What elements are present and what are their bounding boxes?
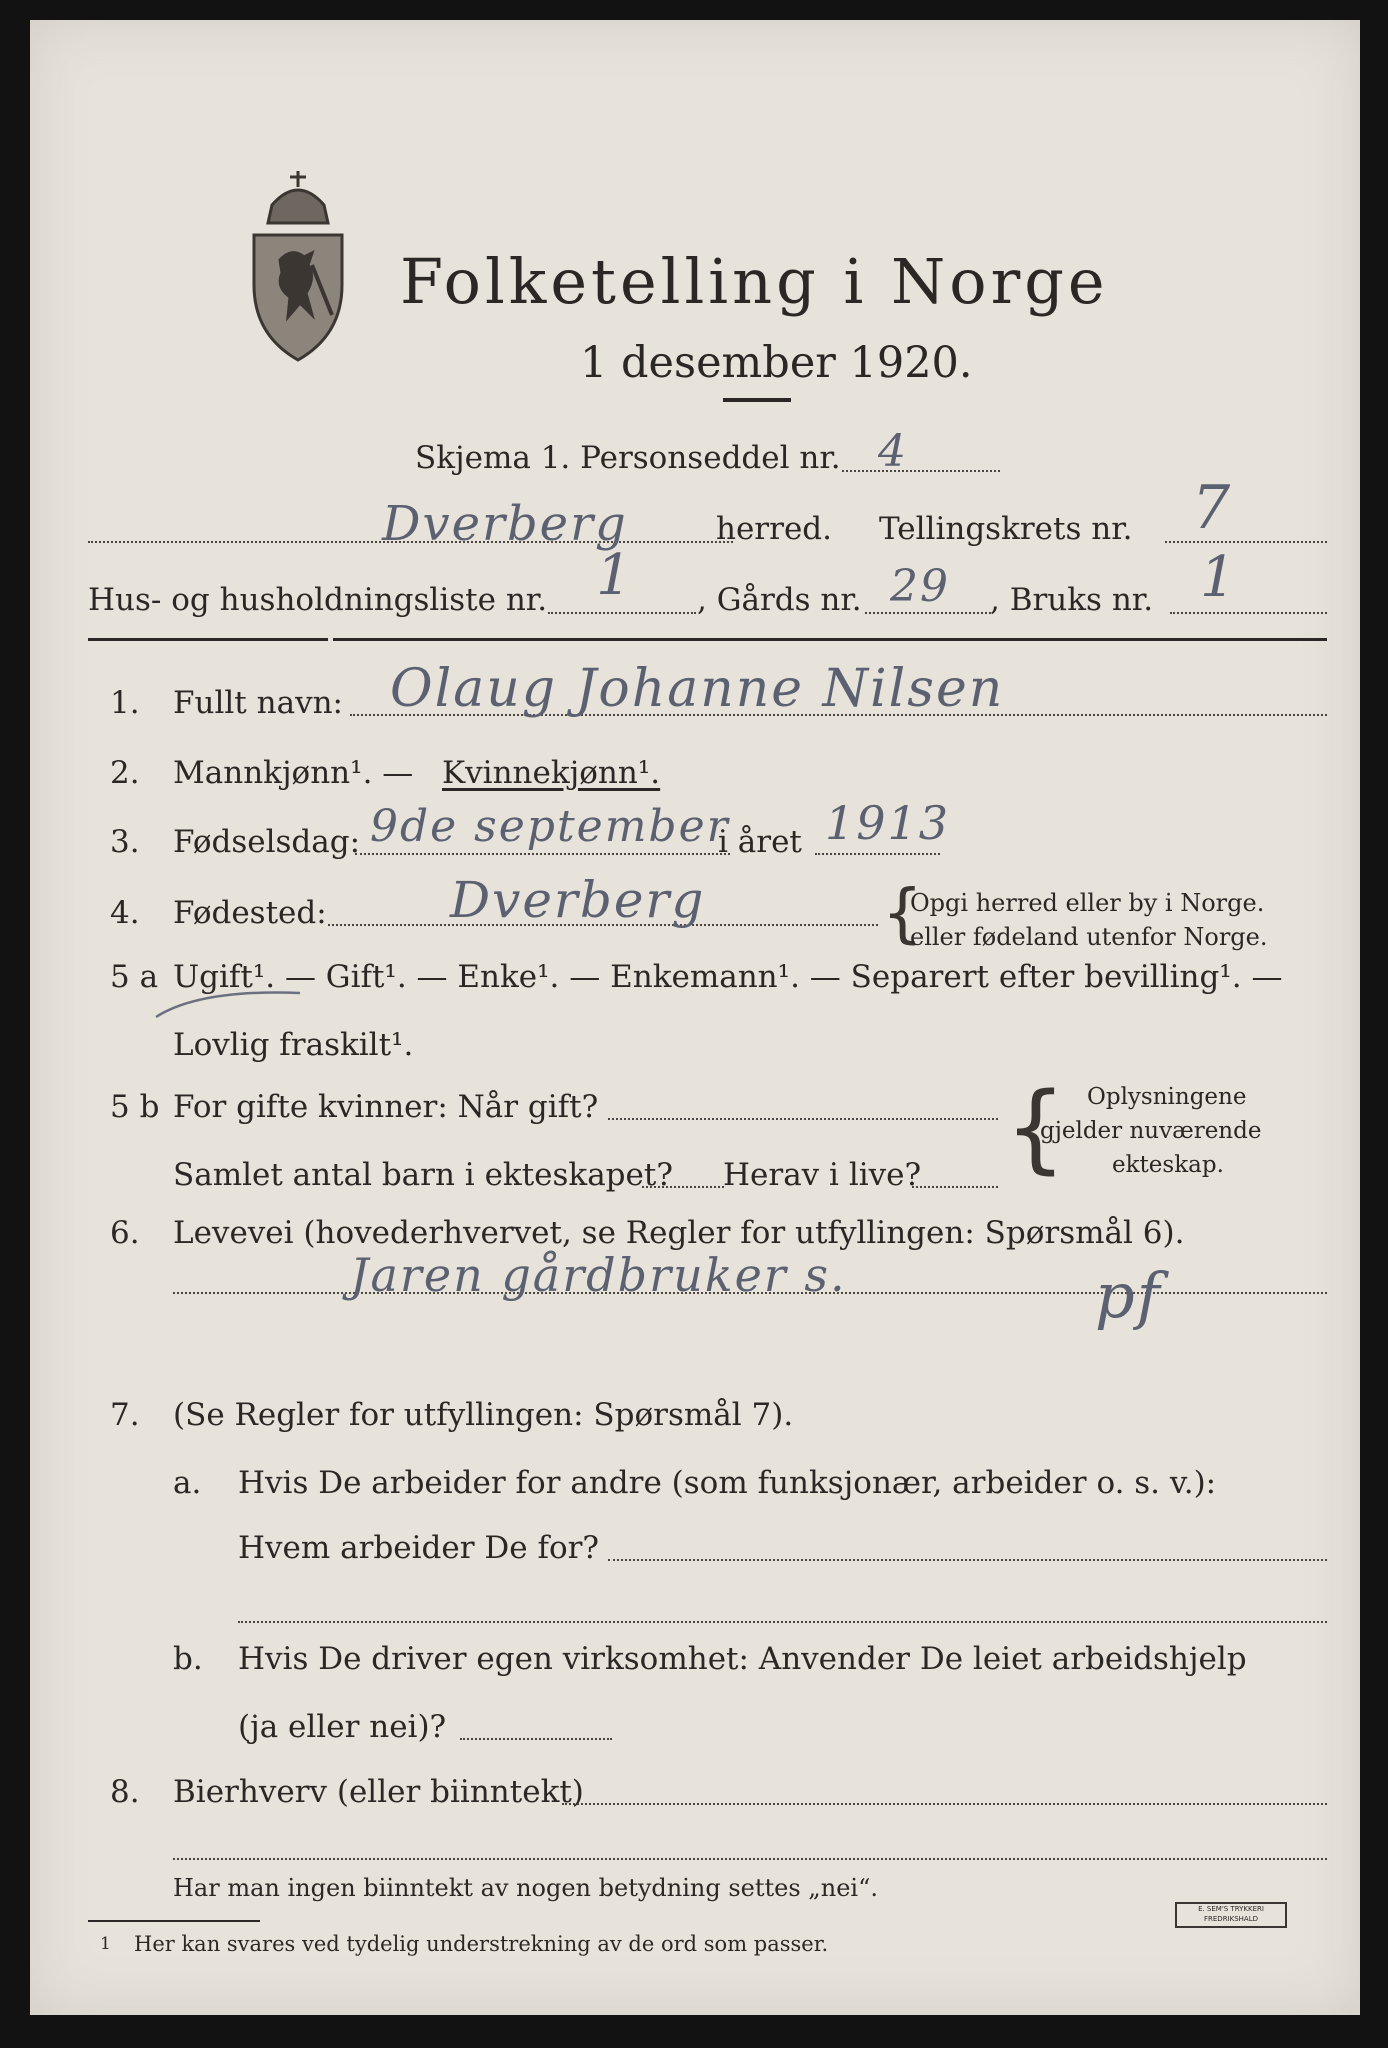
q5b-label3: Herav i live? — [723, 1157, 922, 1193]
q5b-alive-field-line — [912, 1186, 998, 1188]
liste-value[interactable]: 1 — [596, 543, 634, 608]
q5a-number: 5 a — [110, 959, 159, 995]
gards-label: , Gårds nr. — [697, 582, 862, 618]
q3-year-label: i året — [718, 824, 802, 860]
header-divider — [88, 638, 328, 641]
liste-label: Hus- og husholdningsliste nr. — [88, 582, 548, 618]
schema-label: Skjema 1. Personseddel nr. — [415, 440, 841, 476]
q7a-line2: Hvem arbeider De for? — [238, 1530, 600, 1566]
header-divider-right — [333, 638, 1327, 641]
q5b-note-line1: Oplysningene — [1087, 1084, 1247, 1110]
q5b-note-line3: ekteskap. — [1112, 1152, 1224, 1178]
q2-male-label: Mannkjønn¹. — — [173, 755, 414, 791]
q5b-label1: For gifte kvinner: Når gift? — [173, 1089, 599, 1125]
q1-number: 1. — [110, 685, 140, 721]
title-divider — [723, 398, 791, 402]
q5b-number: 5 b — [110, 1089, 160, 1125]
q5b-note-line2: gjelder nuværende — [1040, 1118, 1262, 1144]
q3-field-line — [355, 853, 730, 855]
q8-extra-field-line — [173, 1858, 1327, 1860]
q4-note-line2: eller fødeland utenfor Norge. — [910, 923, 1268, 951]
q4-birthplace-value[interactable]: Dverberg — [450, 871, 706, 929]
schema-field-line — [842, 470, 1000, 472]
q7b-field-line — [460, 1738, 612, 1740]
q5a-line1: Ugift¹. — Gift¹. — Enke¹. — Enkemann¹. — Separert efter bevilling¹. — — [173, 959, 1283, 995]
q8-field-line — [562, 1803, 1327, 1805]
herred-value[interactable]: Dverberg — [382, 496, 628, 552]
q7a-line1: Hvis De arbeider for andre (som funksjonær, arbeider o. s. v.): — [238, 1465, 1217, 1501]
q3-number: 3. — [110, 824, 140, 860]
q1-label: Fullt navn: — [173, 685, 343, 721]
q4-note-brace: { — [882, 877, 923, 951]
q5b-note-brace: { — [1005, 1072, 1067, 1184]
herred-label: herred. — [716, 511, 832, 547]
bruks-field-line — [1170, 612, 1327, 614]
q4-label: Fødested: — [173, 895, 327, 931]
q4-number: 4. — [110, 895, 140, 931]
q2-female-label[interactable]: Kvinnekjønn¹. — [442, 755, 661, 791]
q3-birthday-value[interactable]: 9de september — [370, 801, 730, 852]
q5a-ugift-underline-mark — [150, 985, 310, 1025]
q4-note-line1: Opgi herred eller by i Norge. — [910, 889, 1265, 917]
q7a-employer-field-line — [608, 1559, 1327, 1561]
q8-number: 8. — [110, 1774, 140, 1810]
q5b-children-field-line — [642, 1186, 724, 1188]
footnote-divider — [88, 1920, 260, 1922]
q6-occupation-value[interactable]: Jaren gårdbruker s. — [350, 1248, 847, 1302]
census-date: 1 desember 1920. — [580, 338, 973, 388]
q1-full-name-value[interactable]: Olaug Johanne Nilsen — [390, 659, 1005, 719]
form-title: Folketelling i Norge — [400, 245, 1109, 318]
q7-number: 7. — [110, 1397, 140, 1433]
q5a-line2: Lovlig fraskilt¹. — [173, 1027, 414, 1063]
q7a-number: a. — [173, 1465, 202, 1501]
footnote-mark: 1 — [100, 1934, 111, 1954]
norway-coat-of-arms-icon — [242, 165, 354, 365]
q5b-married-field-line — [608, 1118, 998, 1120]
gards-field-line — [865, 612, 991, 614]
bruks-label: , Bruks nr. — [990, 582, 1154, 618]
q6-label: Levevei (hovederhvervet, se Regler for utfyllingen: Spørsmål 6). — [173, 1215, 1185, 1251]
nei-note: Har man ingen biinntekt av nogen betydning settes „nei“. — [173, 1874, 878, 1902]
liste-field-line — [548, 612, 696, 614]
q2-number: 2. — [110, 755, 140, 791]
gards-value[interactable]: 29 — [890, 561, 950, 612]
schema-number-value[interactable]: 4 — [878, 426, 908, 477]
q6-mark: pf — [1095, 1259, 1162, 1332]
q3-label: Fødselsdag: — [173, 824, 361, 860]
q7b-number: b. — [173, 1641, 203, 1677]
bruks-value[interactable]: 1 — [1200, 545, 1238, 610]
tellingskrets-value[interactable]: 7 — [1192, 473, 1233, 543]
q7b-line2: (ja eller nei)? — [238, 1709, 447, 1745]
tellingskrets-label: Tellingskrets nr. — [879, 511, 1133, 547]
tellingskrets-field-line — [1165, 541, 1327, 543]
q7b-line1: Hvis De driver egen virksomhet: Anvender De leiet arbeidshjelp — [238, 1641, 1247, 1677]
printer-stamp: E. SEM'S TRYKKERI FREDRIKSHALD — [1175, 1902, 1287, 1928]
census-form — [30, 20, 1360, 2015]
q7-label: (Se Regler for utfyllingen: Spørsmål 7). — [173, 1397, 794, 1433]
q7a-extra-field-line — [238, 1621, 1327, 1623]
footnote-text: Her kan svares ved tydelig understrekning av de ord som passer. — [134, 1932, 829, 1956]
q6-number: 6. — [110, 1215, 140, 1251]
q3-year-field-line — [815, 853, 940, 855]
q8-label: Bierhverv (eller biinntekt) — [173, 1774, 584, 1810]
q5b-label2: Samlet antal barn i ekteskapet? — [173, 1157, 673, 1193]
q3-year-value[interactable]: 1913 — [825, 796, 951, 850]
